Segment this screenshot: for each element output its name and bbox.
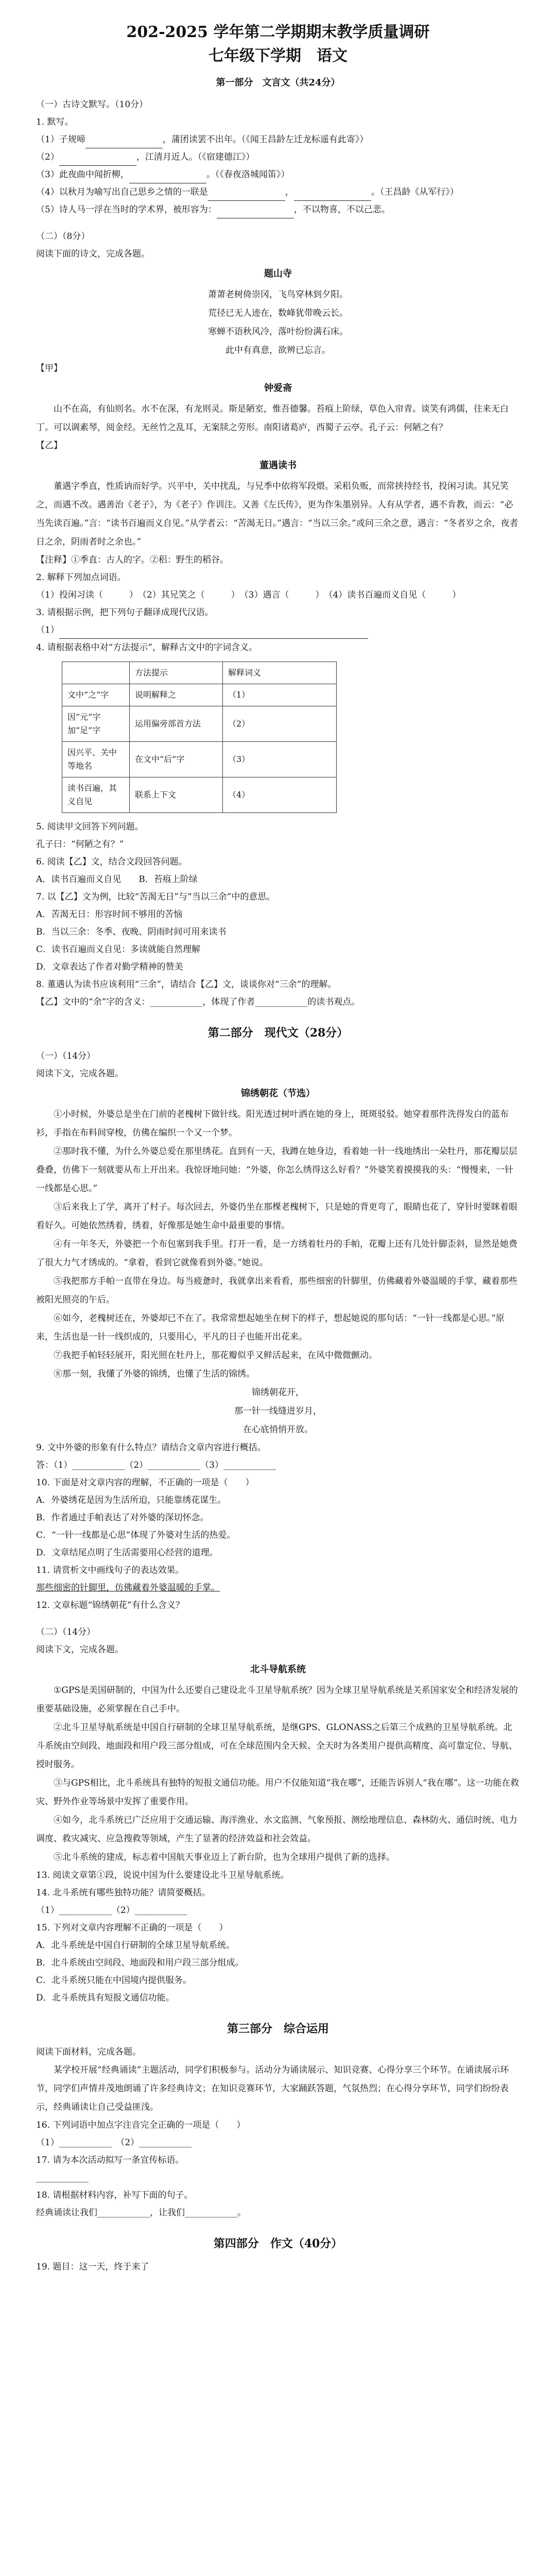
passage-note: 【注释】①季直：古人的字。②稆：野生的稻谷。 [36, 555, 229, 565]
q3: 3. 请根据示例，把下列句子翻译成现代汉语。 [36, 607, 214, 618]
part3-intro: 阅读下面材料，完成各题。 [36, 2047, 141, 2057]
exam-subtitle: 七年级下学期 语文 [208, 47, 348, 65]
article-paragraph: ②北斗卫星导航系统是中国自行研制的全球卫星导航系统，是继GPS、GLONASS之后第三个成熟的卫星导航系统。北斗系统由空间段、地面段和用户段三部分组成，可在全球范围内全天候、全天时为各类用户提供高精度、高可靠定位、导航、授时服务。 [36, 1722, 517, 1770]
q11-quote: 那些细密的针脚里，仿佛藏着外婆温暖的手掌。 [36, 1583, 220, 1593]
essay-paragraph: ⑧那一刻，我懂了外婆的锦绣，也懂了生活的锦绣。 [54, 1369, 255, 1379]
poem-line: 寒蝉不语秋风冷，落叶纷纷满石床。 [208, 327, 348, 337]
table-row [62, 777, 337, 813]
q1-3: （3）此夜曲中闻折柳， 。（《春夜洛城闻笛》） [36, 166, 520, 183]
q5-quote: 孔子曰：“何陋之有？” [36, 839, 124, 850]
article-paragraph: ③与GPS相比，北斗系统具有独特的短报文通信功能。用户不仅能知道“我在哪”，还能告诉别人“我在哪”。这一功能在救灾、野外作业等场景中发挥了重要作用。 [36, 1778, 519, 1807]
q5: 5. 阅读甲文回答下列问题。 [36, 822, 144, 832]
q2-items: （1）投闲习读（ ） （2）其兄笑之（ ） （3）遇言（ ） （4）读书百遍而义自见（ ） [36, 590, 461, 600]
essay-paragraph: ③后来我上了学，离开了村子。每次回去，外婆仍坐在那棵老槐树下，只是她的背更弯了，眼睛也花了，穿针时要眯着眼看好久。可她依然绣着，绣着，好像那是她生命中最重要的事情。 [36, 1202, 517, 1231]
poem-line: 荒径已无人迹在，数峰犹带晚云长。 [208, 308, 348, 318]
poem-title: 题山寺 [264, 268, 292, 279]
table-row [62, 684, 337, 706]
table-cell: 文中“之”字 [62, 684, 130, 706]
q1-1: （1）子规啼 ，蒲团读罢不出年。（《闻王昌龄左迁龙标遥有此寄》） [36, 131, 520, 148]
q1-2: （2） ，江清月近人。（《宿建德江》） [36, 148, 520, 166]
table-header [62, 662, 130, 684]
q14-answer: （1）____________（2）____________ [36, 1905, 187, 1916]
q14: 14. 北斗系统有哪些独特功能？请简要概括。 [36, 1888, 211, 1898]
q10-option: D．文章结尾点明了生活需要用心经营的道理。 [36, 1548, 218, 1558]
part2b-sub: （二）（14分） [36, 1627, 96, 1637]
q9: 9. 文中外婆的形象有什么特点？请结合文章内容进行概括。 [36, 1443, 266, 1453]
text-body: 山不在高，有仙则名。水不在深，有龙则灵。斯是陋室，惟吾德馨。苔痕上阶绿，草色入帘青。谈笑有鸿儒，往来无白丁。可以调素琴，阅金经。无丝竹之乱耳，无案牍之劳形。南阳诸葛庐，西蜀子云亭。孔子云：何陋之有？ [36, 404, 509, 433]
exam-title: 202-2025 学年第二学期期末教学质量调研 [126, 23, 430, 41]
q6-opts: A．读书百遍而义自见 B．苔痕上阶绿 [36, 874, 198, 885]
q1-4: （4）以秋月为喻写出自己思乡之情的一联是 ， 。（王昌龄《从军行》） [36, 183, 520, 201]
text-label-2: 【乙】 [36, 440, 62, 451]
essay-poem-line: 锦绣朝花开， [252, 1387, 304, 1398]
q10-option: C．“一针一线都是心思”体现了外婆对生活的热爱。 [36, 1530, 236, 1540]
essay-paragraph: ②那时我不懂，为什么外婆总爱在那里绣花。直到有一天，我蹲在她身边，看着她一针一线地绣出一朵牡丹，那花瓣层层叠叠，仿佛下一刻就要从布上开出来。我惊讶地问她：“外婆，你怎么绣得这么好看？”外婆笑着摸摸我的头：“慢慢来，一针一线都是心思。” [36, 1146, 517, 1194]
q1: 1. 默写。 [36, 117, 74, 127]
part2-title: 第二部分 现代文（28分） [207, 1026, 349, 1040]
q15-option: B．北斗系统由空间段、地面段和用户段三部分组成。 [36, 1958, 244, 1968]
q7-option: C．读书百遍而义自见：多读就能自然理解 [36, 944, 201, 955]
part1-heading: 第一部分 文言文（共24分） [216, 77, 340, 88]
q18: 18. 请根据材料内容，补写下面的句子。 [36, 2190, 193, 2200]
q12: 12. 文章标题“锦绣朝花”有什么含义？ [36, 1600, 184, 1611]
q9-answer: 答：（1）____________（2）____________（3）____________ [36, 1460, 276, 1470]
q4: 4. 请根据表格中对“方法提示”，解释古文中的字词含义。 [36, 642, 258, 653]
essay-paragraph: ⑥如今，老槐树还在，外婆却已不在了。我常常想起她坐在树下的样子，想起她说的那句话：“一针一线都是心思。”原来，生活也是一针一线织成的，只要用心，平凡的日子也能开出花来。 [36, 1313, 505, 1342]
q10-option: A．外婆绣花是因为生活所迫，只能靠绣花谋生。 [36, 1495, 227, 1505]
passage-title: 董遇读书 [259, 460, 297, 471]
q7-option: B．当以三余：冬季、夜晚、阴雨时间可用来读书 [36, 927, 227, 937]
poem-line: 此中有真意，欲辨已忘言。 [225, 345, 331, 355]
essay-poem-line: 那一针一线缝进岁月， [234, 1406, 322, 1416]
table-header: 方法提示 [130, 662, 223, 684]
essay-poem-line: 在心底悄悄开放。 [243, 1425, 313, 1435]
table-cell: 说明解释之 [130, 684, 223, 706]
q17-answer: ____________ [36, 2173, 89, 2183]
table-cell: （2） [223, 706, 337, 742]
table-cell: （3） [223, 742, 337, 777]
s2-intro: 阅读下面的诗文，完成各题。 [36, 249, 150, 259]
q11: 11. 请赏析文中画线句子的表达效果。 [36, 1565, 184, 1575]
q1-5: （5）诗人马一浮在当时的学术界，被形容为： ，不以物喜，不以己悲。 [36, 201, 520, 218]
table-cell: 读书百遍，其义自见 [62, 777, 130, 813]
table-cell: （4） [223, 777, 337, 813]
q8-answer: 【乙】文中的“余”字的含义：____________，体现了作者____________的读书观点。 [36, 997, 360, 1007]
text-title: 钟爱斋 [264, 383, 292, 394]
passage-body: 董遇字季直，性质讷而好学。兴平中，关中扰乱，与兄季中依将军段煨。采稆负贩，而常挟持经书，投闲习读。其兄笑之，而遇不改。遇善治《老子》，为《老子》作训注。又善《左氏传》，更为作朱墨别异。人有从学者，遇不肯教，而云：“必当先读百遍。”言：“读书百遍而义自见。”从学者云：“苦渴无日。”遇言：“当以三余。”或问三余之意，遇言：“冬者岁之余，夜者日之余，阴雨者时之余也。” [36, 481, 518, 547]
s1-heading: （一）古诗文默写。（10分） [36, 99, 148, 110]
article-paragraph: ⑤北斗系统的建成，标志着中国航天事业迈上了新台阶，也为全球用户提供了新的选择。 [54, 1852, 395, 1862]
q16: 16. 下列词语中加点字注音完全正确的一项是（ ） [36, 2120, 246, 2130]
part4-title: 第四部分 作文（40分） [213, 2237, 343, 2250]
article-title: 北斗导航系统 [250, 1664, 306, 1675]
table-cell: （1） [223, 684, 337, 706]
q6: 6. 阅读【乙】文，结合文段回答问题。 [36, 857, 187, 867]
s2-heading: （二）（8分） [36, 231, 90, 242]
part3-title: 第三部分 综合运用 [227, 2022, 329, 2036]
q8: 8. 董遇认为读书应该利用“三余”，请结合【乙】文，谈谈你对“三余”的理解。 [36, 979, 337, 990]
q2: 2. 解释下列加点词语。 [36, 572, 126, 583]
part2b-intro: 阅读下文，完成各题。 [36, 1645, 124, 1655]
q18-answer: 经典诵读让我们____________，让我们____________。 [36, 2208, 246, 2218]
q13: 13. 阅读文章第①段，说说中国为什么要建设北斗卫星导航系统。 [36, 1870, 289, 1880]
q15-option: C．北斗系统只能在中国境内提供服务。 [36, 1975, 192, 1986]
q15-option: D．北斗系统具有短报文通信功能。 [36, 1993, 175, 2003]
table-header: 解释词义 [223, 662, 337, 684]
q7-option: D．文章表达了作者对勤学精神的赞美 [36, 962, 183, 972]
part3-text: 某学校开展“经典诵读”主题活动，同学们积极参与。活动分为诵读展示、知识竞赛、心得分享三个环节。在诵读展示环节，同学们声情并茂地朗诵了许多经典诗文；在知识竞赛环节，大家踊跃答题，气氛热烈；在心得分享环节，同学们纷纷表示，经典诵读让自己受益匪浅。 [36, 2065, 509, 2112]
essay-paragraph: ①小时候，外婆总是坐在门前的老槐树下做针线。阳光透过树叶洒在她的身上，斑斑驳驳。她穿着那件洗得发白的蓝布衫，手指在布料间穿梭，仿佛在编织一个又一个梦。 [36, 1109, 509, 1138]
table-cell: 联系上下文 [130, 777, 223, 813]
q15: 15. 下列对文章内容理解不正确的一项是（ ） [36, 1923, 228, 1933]
essay-paragraph: ④有一年冬天，外婆把一个布包塞到我手里。打开一看，是一方绣着牡丹的手帕，花瓣上还有几处针脚歪斜，显然是她费了很大力气才绣成的。“拿着，看到它就像看到外婆。”她说。 [36, 1239, 517, 1268]
article-paragraph: ④如今，北斗系统已广泛应用于交通运输、海洋渔业、水文监测、气象预报、测绘地理信息、森林防火、通信时统、电力调度、救灾减灾、应急搜救等领域，产生了显著的经济效益和社会效益。 [36, 1815, 517, 1844]
table-row [62, 706, 337, 742]
essay-title: 锦绣朝花（节选） [241, 1088, 315, 1099]
table-header-row [62, 662, 337, 684]
q15-option: A．北斗系统是中国自行研制的全球卫星导航系统。 [36, 1940, 235, 1951]
part2-intro: 阅读下文，完成各题。 [36, 1069, 124, 1079]
text-label: 【甲】 [36, 363, 62, 374]
q19: 19. 题目：这一天，终于来了 [36, 2262, 149, 2272]
q16-answer: （1）____________ （2）____________ [36, 2138, 192, 2148]
q17: 17. 请为本次活动拟写一条宣传标语。 [36, 2155, 184, 2165]
part2-sub: （一）（14分） [36, 1051, 96, 1061]
table-row [62, 742, 337, 777]
q3-answer: （1） [36, 621, 520, 639]
table-cell: 因“元”字加“足”字 [62, 706, 130, 742]
method-table [62, 662, 337, 813]
table-cell: 运用偏旁部首方法 [130, 706, 223, 742]
q7-option: A．苦渴无日：形容时间不够用的苦恼 [36, 909, 183, 920]
poem-line: 萧萧老树倚崇冈，飞鸟穿林到夕阳。 [208, 290, 348, 300]
essay-paragraph: ⑤我把那方手帕一直带在身边。每当疲惫时，我就拿出来看看，那些细密的针脚里，仿佛藏着外婆温暖的手掌，藏着那些被阳光照亮的午后。 [36, 1276, 517, 1305]
table-cell: 在文中“后”字 [130, 742, 223, 777]
q10-option: B．作者通过手帕表达了对外婆的深切怀念。 [36, 1513, 209, 1523]
table-cell: 因兴平、关中等地名 [62, 742, 130, 777]
article-paragraph: ①GPS是美国研制的，中国为什么还要自己建设北斗卫星导航系统？因为全球卫星导航系统是关系国家安全和经济发展的重要基础设施，必须掌握在自己手中。 [36, 1685, 518, 1714]
q7: 7. 以【乙】文为例，比较“苦渴无日”与“当以三余”中的意思。 [36, 892, 275, 902]
essay-paragraph: ⑦我把手帕轻轻展开，阳光照在牡丹上，那花瓣似乎又鲜活起来，在风中微微颤动。 [54, 1350, 377, 1361]
q10: 10. 下面是对文章内容的理解，不正确的一项是（ ） [36, 1478, 254, 1488]
